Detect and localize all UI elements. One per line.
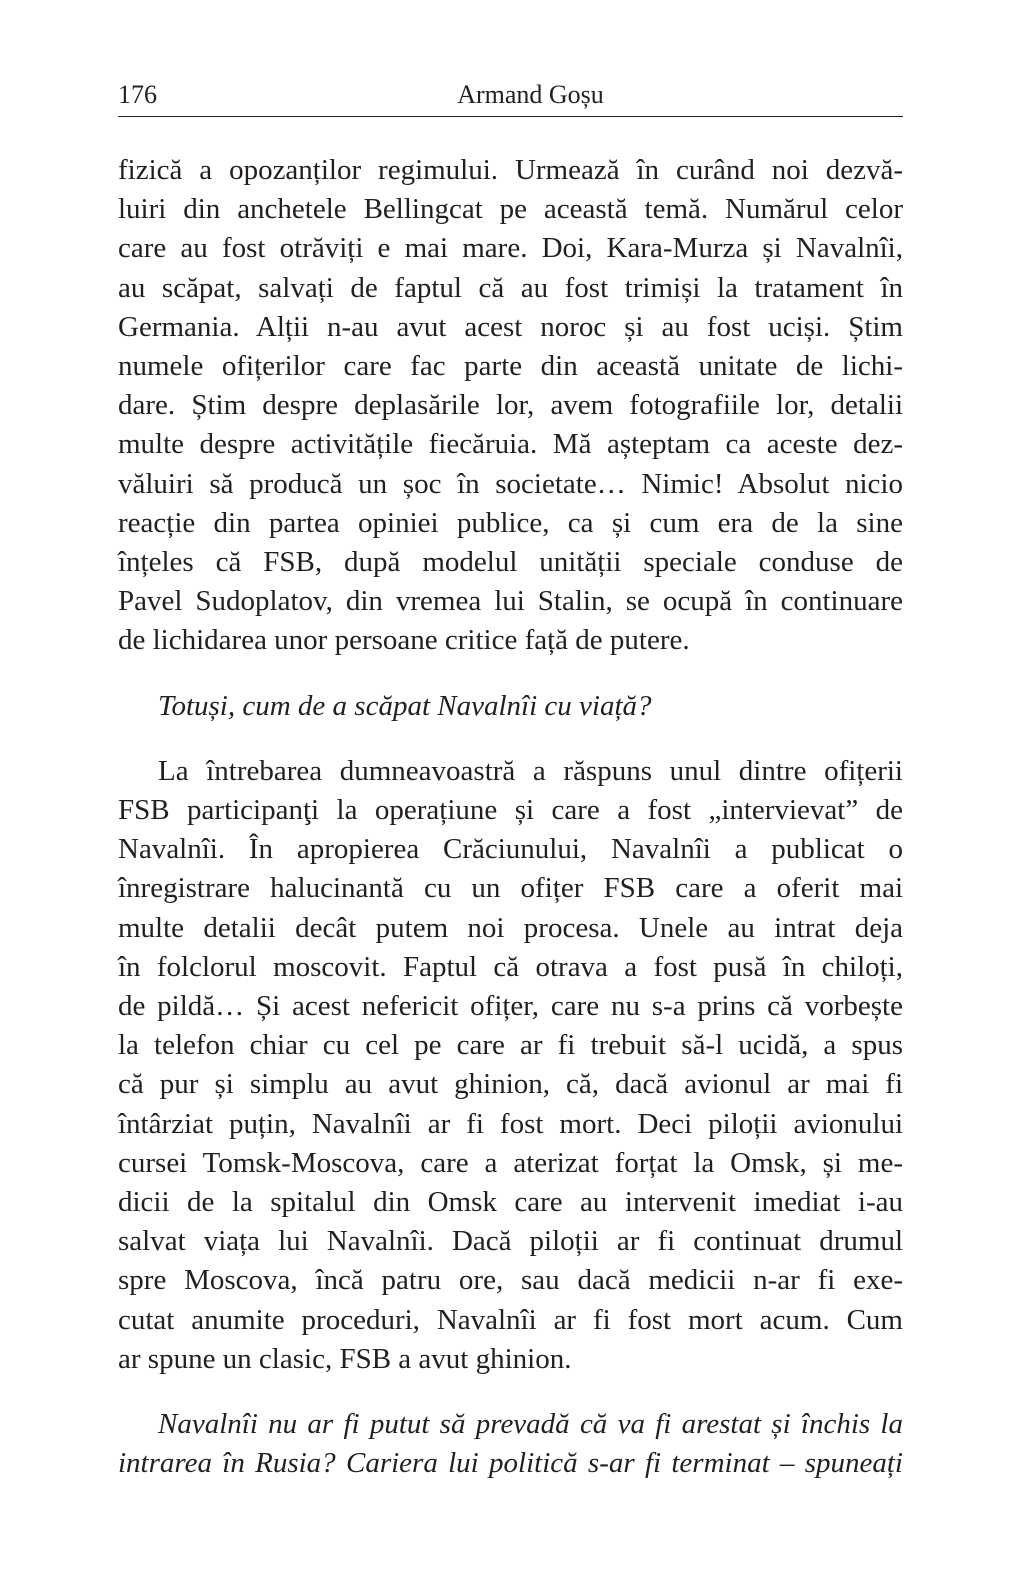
text-line: numele ofițerilor care fac parte din această unitate de lichi-	[118, 350, 903, 383]
author-name: Armand Goșu	[457, 80, 604, 109]
running-head	[118, 76, 903, 117]
answer-paragraph	[118, 151, 903, 661]
interview-question	[118, 1405, 903, 1483]
text-line: dicii de la spitalul din Omsk care au intervenit imediat i-au	[118, 1186, 903, 1219]
text-line: Pavel Sudoplatov, din vremea lui Stalin, se ocupă în continuare	[118, 585, 903, 618]
text-line: de lichidarea unor persoane critice față de putere.	[118, 624, 690, 657]
text-line: de pildă… Și acest nefericit ofițer, care nu s-a prins că vorbește	[118, 990, 903, 1023]
text-line: fizică a opozanților regimului. Urmează în curând noi dezvă-	[118, 154, 903, 186]
text-line: cutat anumite proceduri, Navalnîi ar fi fost mort acum. Cum	[118, 1303, 903, 1336]
text-line: la telefon chiar cu cel pe care ar fi trebuit să-l ucidă, a spus	[118, 1029, 903, 1062]
text-line: salvat viața lui Navalnîi. Dacă piloții ar fi continuat drumul	[118, 1225, 903, 1258]
text-line: cursei Tomsk-Moscova, care a aterizat forțat la Omsk, și me-	[118, 1146, 903, 1179]
text-line: ar spune un clasic, FSB a avut ghinion.	[118, 1342, 572, 1375]
text-line: au scăpat, salvați de faptul că au fost trimiși la tratament în	[118, 271, 903, 304]
interview-question	[118, 687, 903, 726]
page-number: 176	[118, 80, 157, 109]
text-line: în folclorul moscovit. Faptul că otrava a fost pusă în chiloți,	[118, 950, 903, 983]
text-line: că pur și simplu au avut ghinion, că, dacă avionul ar mai fi	[118, 1068, 903, 1101]
text-line: văluiri să producă un șoc în societate… Nimic! Absolut nicio	[118, 467, 903, 500]
text-line: multe detalii decât putem noi procesa. Unele au intrat deja	[118, 911, 903, 944]
text-line: dare. Știm despre deplasările lor, avem fotografiile lor, detalii	[118, 389, 903, 422]
text-line: Germania. Alții n-au avut acest noroc și au fost uciși. Știm	[118, 310, 903, 343]
text-line: La întrebarea dumneavoastră a răspuns unul dintre ofițerii	[158, 754, 903, 787]
text-line: înțeles că FSB, după modelul unității speciale conduse de	[118, 546, 903, 579]
body-text	[118, 151, 903, 1484]
text-line: multe despre activitățile fiecăruia. Mă așteptam ca aceste dez-	[118, 428, 903, 461]
text-line: Totuși, cum de a scăpat Navalnîi cu viață?	[158, 689, 652, 722]
text-line: întârziat puțin, Navalnîi ar fi fost mort. Deci piloții avionului	[118, 1107, 903, 1140]
text-line: luiri din anchetele Bellingcat pe această temă. Numărul celor	[118, 193, 903, 226]
text-line: reacție din partea opiniei publice, ca și cum era de la sine	[118, 506, 903, 539]
text-line: intrarea în Rusia? Cariera lui politică s-ar fi terminat – spuneați	[118, 1447, 903, 1480]
text-line: Navalnîi. În apropierea Crăciunului, Navalnîi a publicat o	[118, 833, 903, 866]
text-line: care au fost otrăviți e mai mare. Doi, Kara-Murza și Navalnîi,	[118, 232, 903, 265]
text-line: spre Moscova, încă patru ore, sau dacă medicii n-ar fi exe-	[118, 1264, 903, 1297]
text-line: FSB participanţi la operațiune și care a fost „intervievat” de	[118, 794, 903, 827]
answer-paragraph	[118, 752, 903, 1379]
text-line: înregistrare halucinantă cu un ofițer FSB care a oferit mai	[118, 872, 903, 905]
text-line: Navalnîi nu ar fi putut să prevadă că va fi arestat și închis la	[158, 1408, 903, 1441]
